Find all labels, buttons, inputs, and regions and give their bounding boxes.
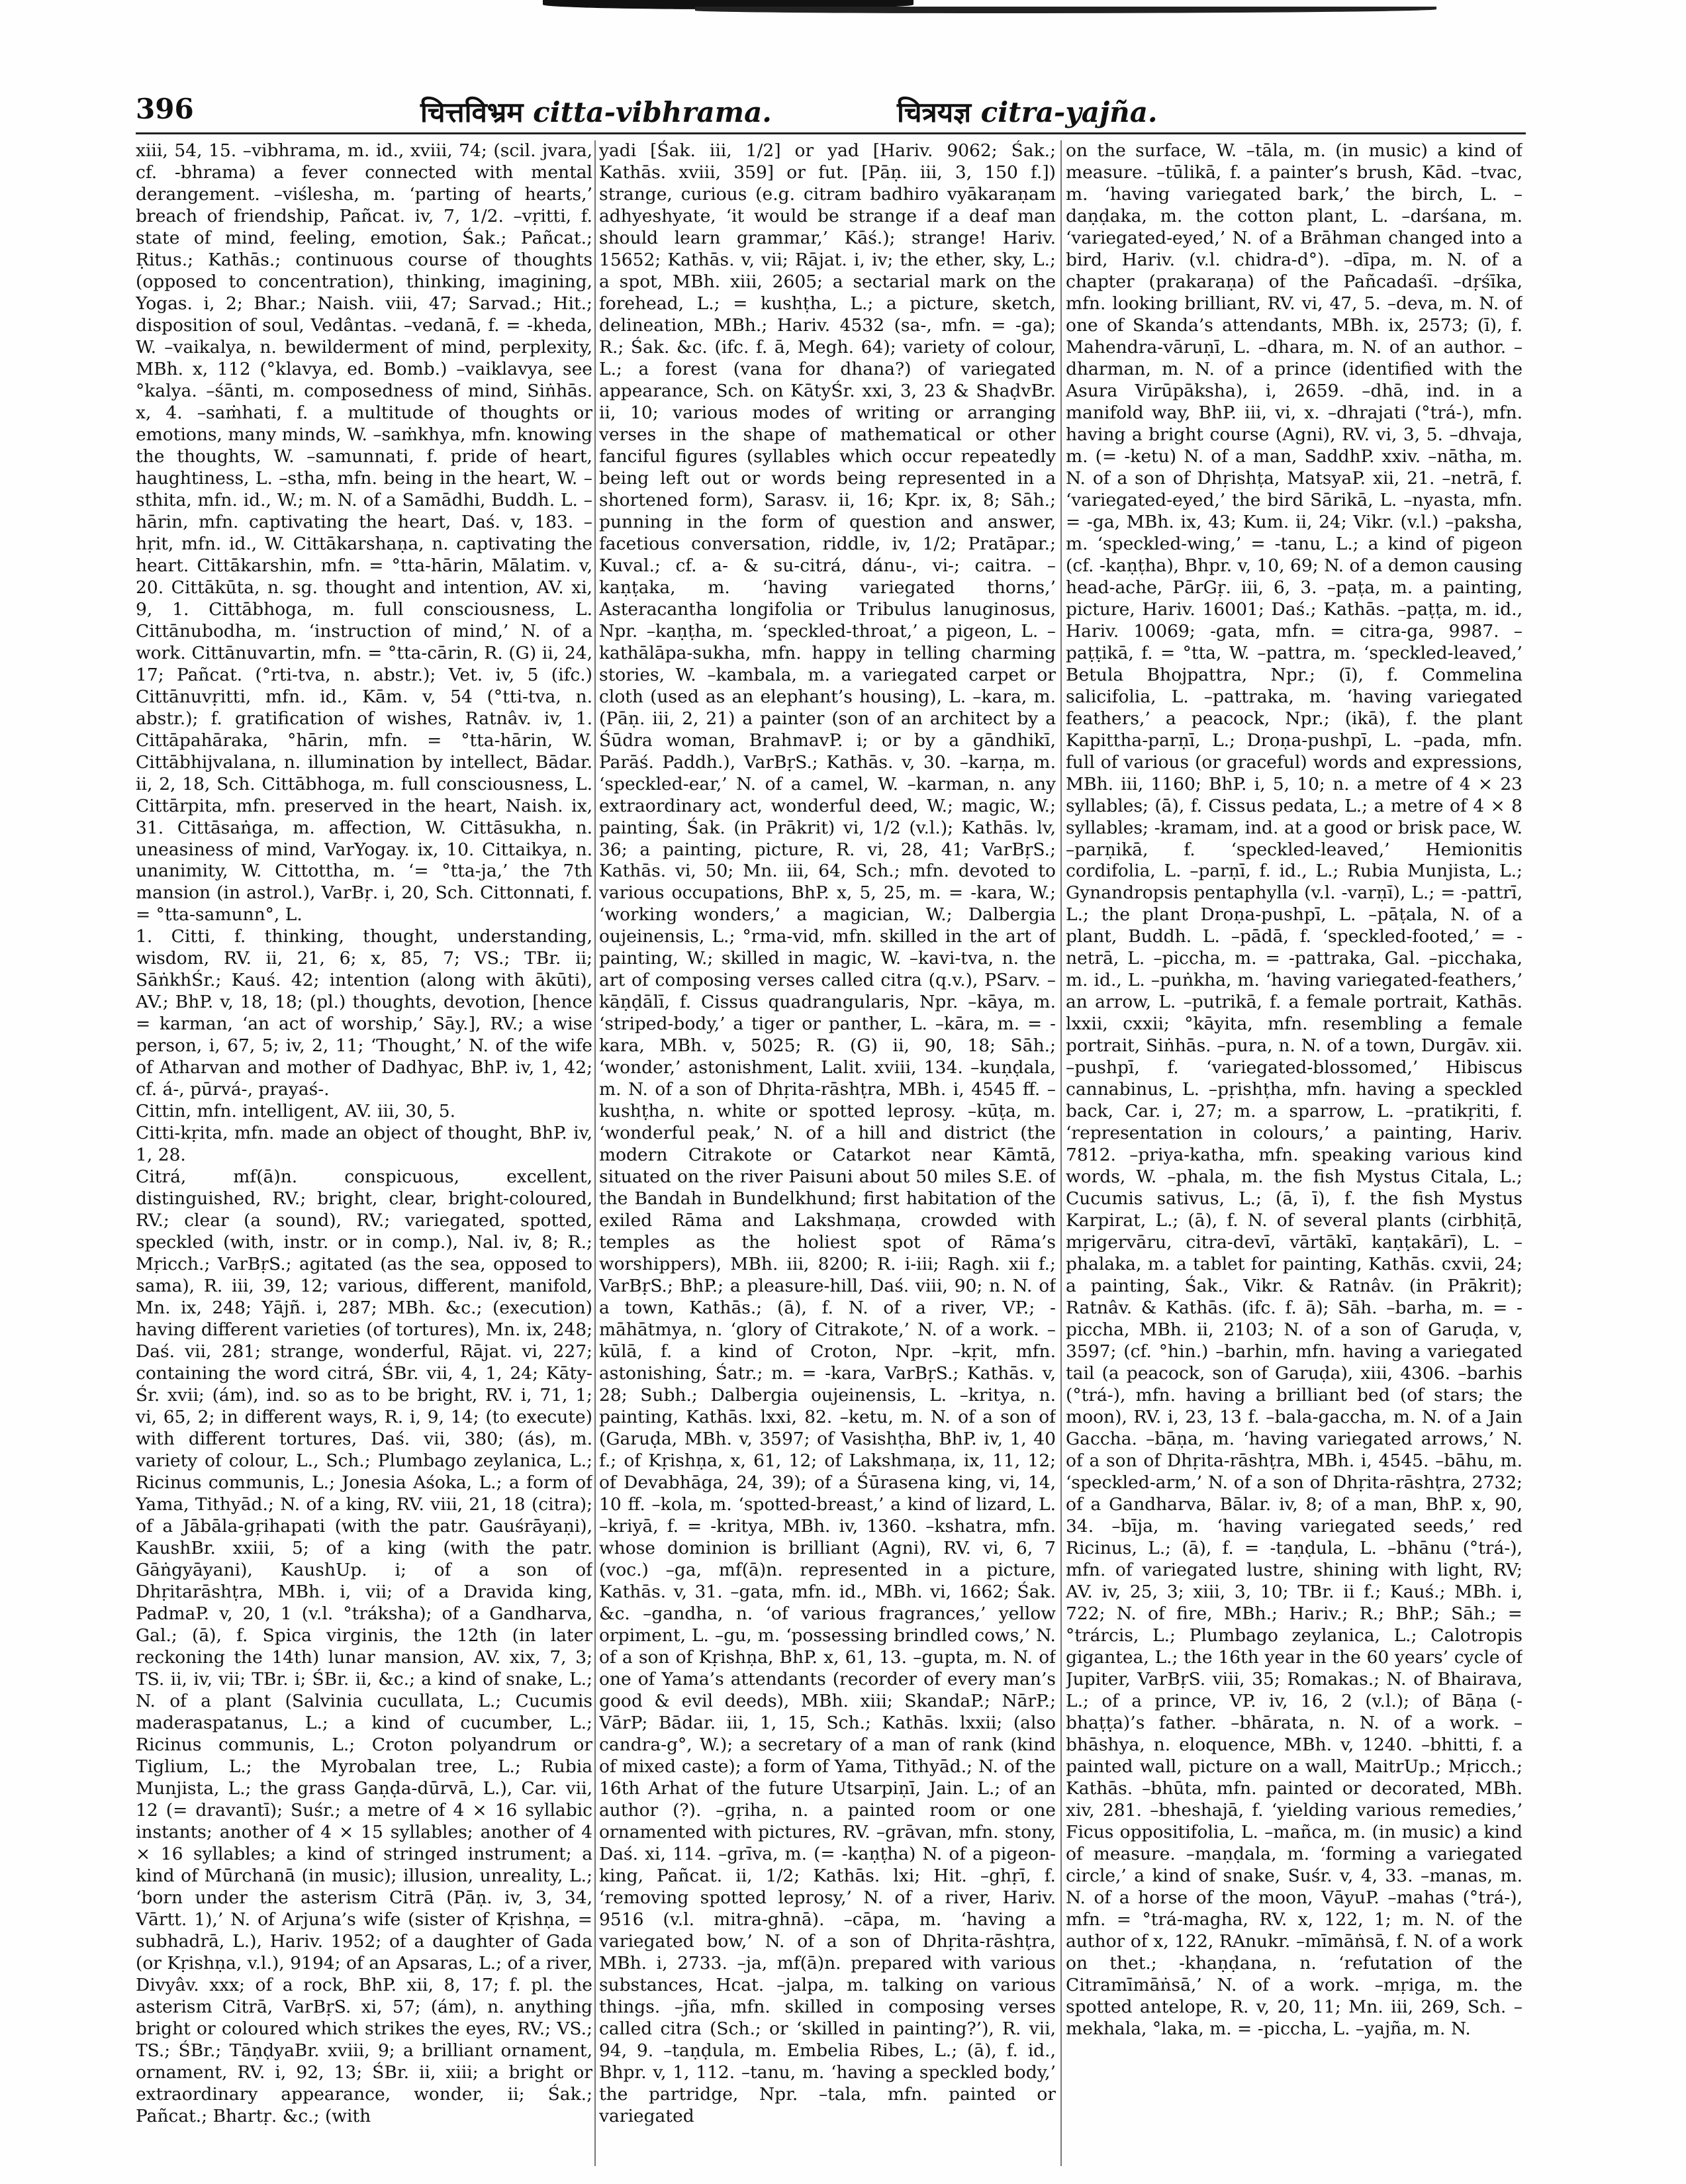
left-headword: [420, 93, 772, 130]
column-2: [599, 140, 1056, 2166]
column-1-text: xiii, 54, 15. –vibhrama, m. id., xviii, 74; (scil. jvara, cf. -bhrama) a fever connected with mental derangement. –viślesha, m. ‘parting of hearts,’ breach of friendship, Pañcat. iv, 7, 1/2. –vṛitti, f. state of mind, feeling, emotion, Śak.; Pañcat.; Ṛitus.; Kathās.; continuous course of thoughts (opposed to concentration), thinking, imagining, Yogas. i, 2; Bhar.; Naish. viii, 47; Sarvad.; Hit.; disposition of soul, Vedântas. –vedanā, f. = -kheda, W. –vaikalya, n. bewilderment of mind, perplexity, MBh. x, 112 (°klavya, ed. Bomb.) –vaiklavya, see °kalya. –śānti, m. composedness of mind, Siṅhās. x, 4. –saṁhati, f. a multitude of thoughts or emotions, many minds, W. –saṁkhya, mfn. knowing the thoughts, W. –samunnati, f. pride of heart, haughtiness, L. –stha, mfn. being in the heart, W. –sthita, mfn. id., W.; m. N. of a Samādhi, Buddh. L. –hārin, mfn. captivating the heart, Daś. v, 183. –hṛit, mfn. id., W. Cittākarshaṇa, n. captivating the heart. Cittākarshin, mfn. = °tta-hārin, Mālatim. v, 20. Cittākūta, n. sg. thought and intention, AV. xi, 9, 1. Cittābhoga, m. full consciousness, L. Cittānubodha, m. ‘instruction of mind,’ N. of a work. Cittānuvartin, mfn. = °tta-cārin, R. (G) ii, 24, 17; Pañcat. (°rti-tva, n. abstr.); Vet. iv, 5 (ifc.) Cittānuvṛitti, mfn. id., Kām. v, 54 (°tti-tva, n. abstr.); f. gratification of wishes, Ratnâv. iv, 1. Cittāpahāraka, °hārin, mfn. = °tta-hārin, W. Cittābhijvalana, n. illumination by intellect, Bādar. ii, 2, 18, Sch. Cittābhoga, m. full consciousness, L. Cittārpita, mfn. preserved in the heart, Naish. ix, 31. Cittāsaṅga, m. affection, W. Cittāsukha, n. uneasiness of mind, VarYogay. ix, 10. Cittaikya, n. unanimity, W. Cittottha, m. ‘= °tta-ja,’ the 7th mansion (in astrol.), VarBṛ. i, 20, Sch. Cittonnati, f. = °tta-samunn°, L. 1. Citti, f. thinking, thought, understanding, wisdom, RV. ii, 21, 6; x, 85, 7; VS.; TBr. ii; SāṅkhŚr.; Kauś. 42; intention (along with ākūti), AV.; BhP. v, 18, 18; (pl.) thoughts, devotion, [hence = karman, ‘an act of worship,’ Sāy.], RV.; a wise person, i, 67, 5; iv, 2, 11; ‘Thought,’ N. of the wife of Atharvan and mother of Dadhyac, BhP. iv, 1, 42; cf. á-, pūrvá-, prayaś-. Cittin, mfn. intelligent, AV. iii, 30, 5. Citti-kṛita, mfn. made an object of thought, BhP. iv, 1, 28. Citrá, mf(ā)n. conspicuous, excellent, distinguished, RV.; bright, clear, bright-coloured, RV.; clear (a sound), RV.; variegated, spotted, speckled (with, instr. or in comp.), Nal. iv, 8; R.; Mṛicch.; VarBṛS.; agitated (as the sea, opposed to sama), R. iii, 39, 12; various, different, manifold, Mn. ix, 248; Yājñ. i, 287; MBh. &c.; (execution) having different varieties (of tortures), Mn. ix, 248; Daś. vii, 281; strange, wonderful, Rājat. vi, 227; containing the word citrá, ŚBr. vii, 4, 1, 24; Kāty-Śr. xvii; (ám), ind. so as to be bright, RV. i, 71, 1; vi, 65, 2; in different ways, R. i, 9, 14; (to execute) with different tortures, Daś. vii, 380; (ás), m. variety of colour, L., Sch.; Plumbago zeylanica, L.; Ricinus communis, L.; Jonesia Aśoka, L.; a form of Yama, Tithyād.; N. of a king, RV. viii, 21, 18 (citra); of a Jābāla-gṛihapati (with the patr. Gauśrāyaṇi), KaushBr. xxiii, 5; of a king (with the patr. Gāṅgyāyani), KaushUp. i; of a son of Dhṛitarāshṭra, MBh. i, vii; of a Dravida king, PadmaP. v, 20, 1 (v.l. °tráksha); of a Gandharva, Gal.; (ā), f. Spica virginis, the 12th (in later reckoning the 14th) lunar mansion, AV. xix, 7, 3; TS. ii, iv, vii; TBr. i; ŚBr. ii, &c.; a kind of snake, L.; N. of a plant (Salvinia cucullata, L.; Cucumis maderaspatanus, L.; a kind of cucumber, L.; Ricinus communis, L.; Croton polyandrum or Tiglium, L.; the Myrobalan tree, L.; Rubia Munjista, L.; the grass Gaṇḍa-dūrvā, L.), Car. vii, 12 (= dravantī); Suśr.; a metre of 4 × 16 syllabic instants; another of 4 × 15 syllables; another of 4 × 16 syllables; a kind of stringed instrument; a kind of Mūrchanā (in music); illusion, unreality, L.; ‘born under the asterism Citrā (Pāṇ. iv, 3, 34, Vārtt. 1),’ N. of Arjuna’s wife (sister of Kṛishṇa, = subhadrā, L.), Hariv. 1952; of a daughter of Gada (or Kṛishṇa, v.l.), 9194; of an Apsaras, L.; of a river, Divyâv. xxx; of a rock, BhP. xii, 8, 17; f. pl. the asterism Citrā, VarBṛS. xi, 57; (ám), n. anything bright or coloured which strikes the eyes, RV.; VS.; TS.; ŚBr.; TāṇḍyaBr. xviii, 9; a brilliant ornament, ornament, RV. i, 92, 13; ŚBr. ii, xiii; a bright or extraordinary appearance, wonder, ii; Śak.; Pañcat.; Bhartṛ. &c.; (with: [136, 140, 592, 2126]
right-headword-translit: citra-yajña.: [980, 96, 1158, 128]
header-rule: [136, 132, 1526, 134]
right-headword-devanagari: चित्रयज्ञ: [897, 96, 972, 128]
column-divider-1: [594, 140, 596, 2166]
page-number: 396: [136, 93, 194, 125]
column-3-text: on the surface, W. –tāla, m. (in music) a kind of measure. –tūlikā, f. a painter’s brush, Kād. –tvac, m. ‘having variegated bark,’ the birch, L. –daṇḍaka, m. the cotton plant, L. –darśana, m. ‘variegated-eyed,’ N. of a Brāhman changed into a bird, Hariv. (v.l. chidra-d°). –dīpa, m. N. of a chapter (prakaraṇa) of the Pañcadaśī. –dṛśīka, mfn. looking brilliant, RV. vi, 47, 5. –deva, m. N. of one of Skanda’s attendants, MBh. ix, 2573; (ī), f. Mahendra-vāruṇī, L. –dhara, m. N. of an author. –dharman, m. N. of a prince (identified with the Asura Virūpāksha), i, 2659. –dhā, ind. in a manifold way, BhP. iii, vi, x. –dhrajati (°trá-), mfn. having a bright course (Agni), RV. vi, 3, 5. –dhvaja, m. (= -ketu) N. of a man, SaddhP. xxiv. –nātha, m. N. of a son of Dhṛishṭa, MatsyaP. xii, 21. –netrā, f. ‘variegated-eyed,’ the bird Sārikā, L. –nyasta, mfn. = -ga, MBh. ix, 43; Kum. ii, 24; Vikr. (v.l.) –paksha, m. ‘speckled-wing,’ = -tanu, L.; a kind of pigeon (cf. -kaṇṭha), Bhpr. v, 10, 69; N. of a demon causing head-ache, PārGṛ. iii, 6, 3. –paṭa, m. a painting, picture, Hariv. 16001; Daś.; Kathās. –paṭṭa, m. id., Hariv. 10069; -gata, mfn. = citra-ga, 9987. –paṭṭikā, f. = °tta, W. –pattra, m. ‘speckled-leaved,’ Betula Bhojpattra, Npr.; (ī), f. Commelina salicifolia, L. –pattraka, m. ‘having variegated feathers,’ a peacock, Npr.; (ikā), f. the plant Kapittha-parṇī, L.; Droṇa-pushpī, L. –pada, mfn. full of various (or graceful) words and expressions, MBh. iii, 1160; BhP. i, 5, 10; n. a metre of 4 × 23 syllables; (ā), f. Cissus pedata, L.; a metre of 4 × 8 syllables; -kramam, ind. at a good or brisk pace, W. –parṇikā, f. ‘speckled-leaved,’ Hemionitis cordifolia, L. –parṇī, f. id., L.; Rubia Munjista, L.; Gynandropsis pentaphylla (v.l. -varṇī), L.; = -pattrī, L.; the plant Droṇa-pushpī, L. –pāṭala, N. of a plant, Buddh. L. –pādā, f. ‘speckled-footed,’ = -netrā, L. –piccha, m. = -pattraka, Gal. –picchaka, m. id., L. –puṅkha, m. ‘having variegated-feathers,’ an arrow, L. –putrikā, f. a female portrait, Kathās. lxxii, cxxii; °kāyita, mfn. resembling a female portrait, Siṅhās. –pura, n. N. of a town, Durgāv. xii. –pushpī, f. ‘variegated-blossomed,’ Hibiscus cannabinus, L. –pṛishṭha, mfn. having a speckled back, Car. i, 27; m. a sparrow, L. –pratikṛiti, f. ‘representation in colours,’ a painting, Hariv. 7812. –priya-katha, mfn. speaking various kind words, W. –phala, m. the fish Mystus Citala, L.; Cucumis sativus, L.; (ā, ī), f. the fish Mystus Karpirat, L.; (ā), f. N. of several plants (cirbhiṭā, mṛigervāru, citra-devī, vārtākī, kaṇṭakārī), L. –phalaka, m. a tablet for painting, Kathās. cxvii, 24; a painting, Śak., Vikr. & Ratnâv. (in Prākrit); Ratnâv. & Kathās. (ifc. f. ā); Sāh. –barha, m. = -piccha, MBh. ii, 2103; N. of a son of Garuḍa, v, 3597; (cf. °hin.) –barhin, mfn. having a variegated tail (a peacock, son of Garuḍa), xiii, 4306. –barhis (°trá-), mfn. having a brilliant bed (of stars; the moon), RV. i, 23, 13 f. –bala-gaccha, m. N. of a Jain Gaccha. –bāṇa, m. ‘having variegated arrows,’ N. of a son of Dhṛita-rāshṭra, MBh. i, 4545. –bāhu, m. ‘speckled-arm,’ N. of a son of Dhṛita-rāshṭra, 2732; of a Gandharva, Bālar. iv, 8; of a man, BhP. x, 90, 34. –bīja, m. ‘having variegated seeds,’ red Ricinus, L.; (ā), f. = -taṇḍula, L. –bhānu (°trá-), mfn. of variegated lustre, shining with light, RV; AV. iv, 25, 3; xiii, 3, 10; TBr. ii f.; Kauś.; MBh. i, 722; N. of fire, MBh.; Hariv.; R.; BhP.; Sāh.; = °trárcis, L.; Plumbago zeylanica, L.; Calotropis gigantea, L.; the 16th year in the 60 years’ cycle of Jupiter, VarBṛS. viii, 35; Romakas.; N. of Bhairava, L.; of a prince, VP. iv, 16, 2 (v.l.); of Bāṇa (-bhaṭṭa)’s father. –bhārata, n. N. of a work. –bhāshya, n. eloquence, MBh. v, 1240. –bhitti, f. a painted wall, picture on a wall, MaitrUp.; Mṛicch.; Kathās. –bhūta, mfn. painted or decorated, MBh. xiv, 281. –bheshajā, f. ‘yielding various remedies,’ Ficus oppositifolia, L. –mañca, m. (in music) a kind of measure. –maṇḍala, m. ‘forming a variegated circle,’ a kind of snake, Suśr. v, 4, 33. –manas, m. N. of a horse of the moon, VāyuP. –mahas (°trá-), mfn. = °trá-magha, RV. x, 122, 1; m. N. of the author of x, 122, RAnukr. –mīmāṅsā, f. N. of a work on thet.; -khaṇḍana, n. ‘refutation of the Citramīmāṅsā,’ N. of a work. –mṛiga, m. the spotted antelope, R. v, 20, 11; Mn. iii, 269, Sch. –mekhala, °laka, m. = -piccha, L. –yajña, m. N.: [1066, 140, 1522, 2039]
column-3: [1066, 140, 1522, 2166]
column-2-text: yadi [Śak. iii, 1/2] or yad [Hariv. 9062; Śak.; Kathās. xviii, 359] or fut. [Pāṇ. iii, 3, 150 f.]) strange, curious (e.g. citram badhiro vyākaraṇam adhyeshyate, ‘it would be strange if a deaf man should learn grammar,’ Kāś.); strange! Hariv. 15652; Kathās. v, vii; Rājat. i, iv; the ether, sky, L.; a spot, MBh. xiii, 2605; a sectarial mark on the forehead, L.; = kushṭha, L.; a picture, sketch, delineation, MBh.; Hariv. 4532 (sa-, mfn. = -ga); R.; Śak. &c. (ifc. f. ā, Megh. 64); variety of colour, L.; a forest (vana for dhana?) of variegated appearance, Sch. on KātyŚr. xxi, 3, 23 & ShaḍvBr. ii, 10; various modes of writing or arranging verses in the shape of mathematical or other fanciful figures (syllables which occur repeatedly being left out or words being represented in a shortened form), Sarasv. ii, 16; Kpr. ix, 8; Sāh.; punning in the form of question and answer, facetious conversation, riddle, iv, 1/2; Pratāpar.; Kuval.; cf. a- & su-citrá, dánu-, vi-; caitra. –kaṇṭaka, m. ‘having variegated thorns,’ Asteracantha longifolia or Tribulus lanuginosus, Npr. –kaṇṭha, m. ‘speckled-throat,’ a pigeon, L. –kathālāpa-sukha, mfn. happy in telling charming stories, W. –kambala, m. a variegated carpet or cloth (used as an elephant’s housing), L. –kara, m. (Pāṇ. iii, 2, 21) a painter (son of an architect by a Śūdra woman, BrahmavP. i; or by a gāndhikī, Parāś. Paddh.), VarBṛS.; Kathās. v, 30. –karṇa, m. ‘speckled-ear,’ N. of a camel, W. –karman, n. any extraordinary act, wonderful deed, W.; magic, W.; painting, Śak. (in Prākrit) vi, 1/2 (v.l.); Kathās. lv, 36; a painting, picture, R. vi, 28, 41; VarBṛS.; Kathās. vi, 50; Mn. iii, 64, Sch.; mfn. devoted to various occupations, BhP. x, 5, 25, m. = -kara, W.; ‘working wonders,’ a magician, W.; Dalbergia oujeinensis, L.; °rma-vid, mfn. skilled in the art of painting, W.; skilled in magic, W. –kavi-tva, n. the art of composing verses called citra (q.v.), PSarv. –kāṇḍālī, f. Cissus quadrangularis, Npr. –kāya, m. ‘striped-body,’ a tiger or panther, L. –kāra, m. = -kara, MBh. v, 5025; R. (G) ii, 90, 18; Sāh.; ‘wonder,’ astonishment, Lalit. xviii, 134. –kuṇḍala, m. N. of a son of Dhṛita-rāshṭra, MBh. i, 4545 ff. –kushṭha, n. white or spotted leprosy. –kūṭa, m. ‘wonderful peak,’ N. of a hill and district (the modern Citrakote or Catarkot near Kāmtā, situated on the river Paisuni about 50 miles S.E. of the Bandah in Bundelkhund; first habitation of the exiled Rāma and Lakshmaṇa, crowded with temples as the holiest spot of Rāma’s worshippers), MBh. iii, 8200; R. i-iii; Ragh. xii f.; VarBṛS.; BhP.; a pleasure-hill, Daś. viii, 90; n. N. of a town, Kathās.; (ā), f. N. of a river, VP.; -māhātmya, n. ‘glory of Citrakote,’ N. of a work. –kūlā, f. a kind of Croton, Npr. –kṛit, mfn. astonishing, Śatr.; m. = -kara, VarBṛS.; Kathās. v, 28; Subh.; Dalbergia oujeinensis, L. –kritya, n. painting, Kathās. lxxi, 82. –ketu, m. N. of a son of (Garuḍa, MBh. v, 3597; of Vasishṭha, BhP. iv, 1, 40 f.; of Kṛishṇa, x, 61, 12; of Lakshmaṇa, ix, 11, 12; of Devabhāga, 24, 39); of a Śūrasena king, vi, 14, 10 ff. –kola, m. ‘spotted-breast,’ a kind of lizard, L. –kriyā, f. = -kritya, MBh. iv, 1360. –kshatra, mfn. whose dominion is brilliant (Agni), RV. vi, 6, 7 (voc.) –ga, mf(ā)n. represented in a picture, Kathās. v, 31. –gata, mfn. id., MBh. vi, 1662; Śak. &c. –gandha, n. ‘of various fragrances,’ yellow orpiment, L. –gu, m. ‘possessing brindled cows,’ N. of a son of Kṛishṇa, BhP. x, 61, 13. –gupta, m. N. of one of Yama’s attendants (recorder of every man’s good & evil deeds), MBh. xiii; SkandaP.; NārP.; VārP; Bādar. iii, 1, 15, Sch.; Kathās. lxxii; (also candra-g°, W.); a secretary of a man of rank (kind of mixed caste); a form of Yama, Tithyād.; N. of the 16th Arhat of the future Utsarpiṇī, Jain. L.; of an author (?). –gṛiha, n. a painted room or one ornamented with pictures, RV. –grāvan, mfn. stony, Daś. xi, 114. –grīva, m. (= -kaṇṭha) N. of a pigeon-king, Pañcat. ii, 1/2; Kathās. lxi; Hit. –ghṛī, f. ‘removing spotted leprosy,’ N. of a river, Hariv. 9516 (v.l. mitra-ghnā). –cāpa, m. ‘having a variegated bow,’ N. of a son of Dhṛita-rāshṭra, MBh. i, 2733. –ja, mf(ā)n. prepared with various substances, Hcat. –jalpa, m. talking on various things. –jña, mfn. skilled in composing verses called citra (Sch.; or ‘skilled in painting?’), R. vii, 94, 9. –taṇḍula, m. Embelia Ribes, L.; (ā), f. id., Bhpr. v, 1, 112. –tanu, m. ‘having a speckled body,’ the partridge, Npr. –tala, mfn. painted or variegated: [599, 140, 1056, 2126]
column-divider-2: [1060, 140, 1062, 2166]
right-headword: [897, 93, 1158, 130]
left-headword-translit: citta-vibhrama.: [533, 96, 772, 128]
page-header: [136, 93, 1526, 132]
scan-artifact-2: [695, 7, 1436, 13]
left-headword-devanagari: चित्तविभ्रम: [420, 96, 524, 128]
column-1: [136, 140, 592, 2166]
